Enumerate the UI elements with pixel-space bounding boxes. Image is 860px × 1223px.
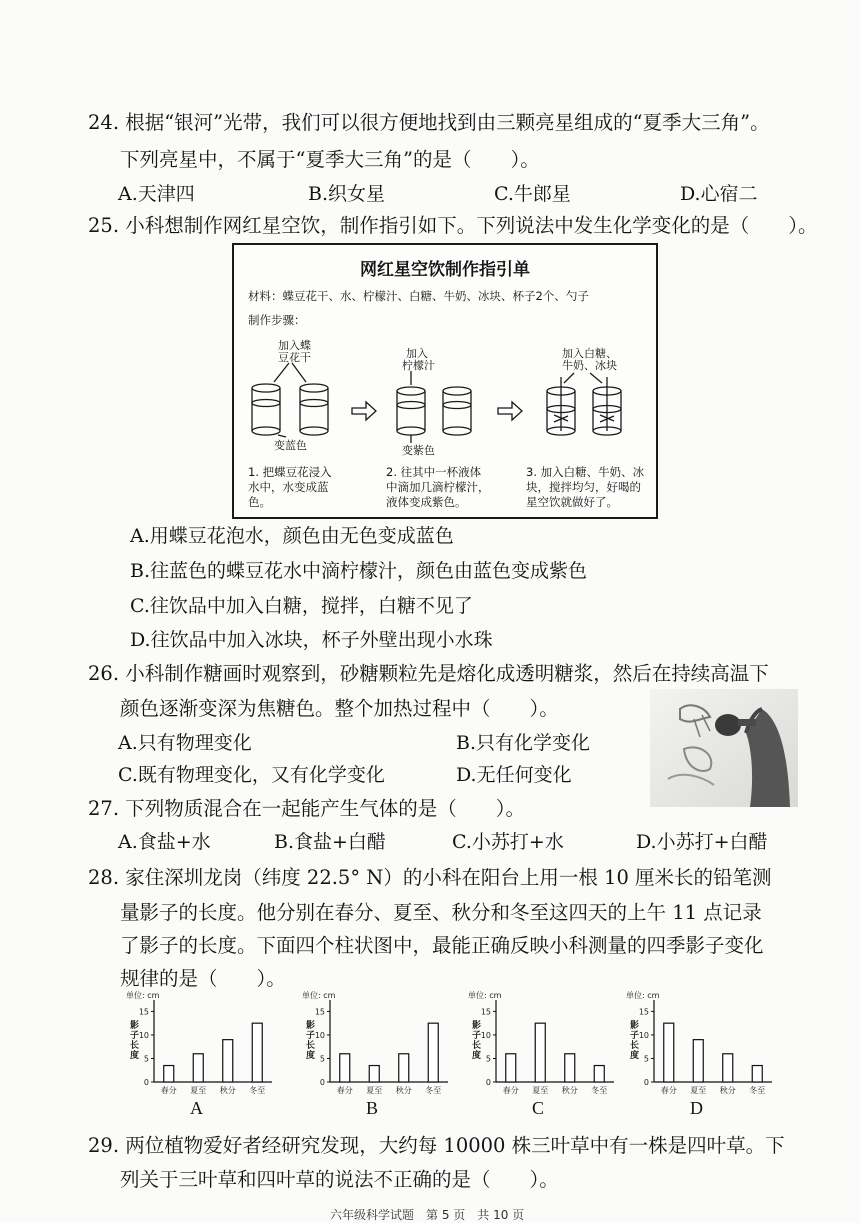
q28-line2: 量影子的长度。他分别在春分、夏至、秋分和冬至这四天的上午 11 点记录: [120, 901, 762, 924]
y-tick-label: 10: [314, 1030, 325, 1040]
step1-cups: [252, 363, 328, 437]
y-tick-label: 0: [143, 1078, 149, 1087]
bar: [164, 1066, 174, 1082]
recipe-materials: 材料：蝶豆花干、水、柠檬汁、白糖、牛奶、冰块、杯子2个、勺子: [248, 289, 589, 303]
y-tick-label: 5: [643, 1054, 649, 1064]
unit-label: 单位: cm: [468, 991, 502, 1000]
q25-option-a: A.用蝶豆花泡水，颜色由无色变成蓝色: [130, 525, 454, 547]
y-axis-label: 影子长度: [472, 1021, 482, 1061]
step2-cups: [397, 371, 471, 443]
bar: [752, 1066, 762, 1082]
y-axis-label: 影子长度: [130, 1021, 140, 1061]
arrow-icon: [352, 402, 376, 420]
x-tick-label: 夏至: [690, 1086, 707, 1095]
label-add-sugar-2: 牛奶、冰块: [562, 359, 617, 372]
q26-option-d: D.无任何变化: [456, 764, 572, 786]
y-tick-label: 0: [485, 1078, 491, 1087]
q26-option-a: A.只有物理变化: [118, 732, 252, 754]
y-tick-label: 5: [319, 1054, 325, 1064]
x-tick-label: 冬至: [249, 1086, 266, 1095]
step2-text: 2. 往其中一杯液体 中滴加几滴柠檬汁， 液体变成紫色。: [386, 465, 490, 509]
q24-line2: 下列亮星中，不属于“夏季大三角”的是（ ）。: [120, 148, 540, 171]
x-tick-label: 春分: [336, 1086, 353, 1095]
x-tick-label: 冬至: [425, 1086, 442, 1095]
q27-option-d: D.小苏打+白醋: [636, 831, 768, 853]
q27-option-b: B.食盐+白醋: [274, 831, 386, 853]
label-add-lemon-1: 加入: [406, 347, 428, 360]
y-tick-label: 15: [638, 1007, 649, 1017]
q24-line1: 24. 根据“银河”光带，我们可以很方便地找到由三颗亮星组成的“夏季大三角”。: [88, 111, 770, 134]
label-add-sugar-1: 加入白糖、: [562, 347, 617, 360]
y-tick-label: 15: [480, 1007, 491, 1017]
bar-chart-b: [300, 988, 460, 1123]
label-add-flower-2: 豆花干: [278, 351, 311, 364]
y-tick-label: 10: [480, 1030, 491, 1040]
q24-option-d: D.心宿二: [680, 183, 758, 205]
candy-painting-photo: [650, 689, 798, 807]
label-turn-purple: 变紫色: [402, 444, 435, 457]
bar: [428, 1023, 438, 1082]
q28-line3: 了影子的长度。下面四个柱状图中，最能正确反映小科测量的四季影子变化: [120, 934, 764, 957]
label-add-flower-1: 加入蝶: [278, 339, 311, 352]
x-tick-label: 秋分: [395, 1086, 412, 1095]
bar-chart-d: [624, 988, 784, 1123]
y-tick-label: 5: [143, 1054, 149, 1064]
y-tick-label: 10: [138, 1030, 149, 1040]
x-tick-label: 春分: [160, 1086, 177, 1095]
q24-option-a: A.天津四: [118, 183, 195, 205]
q28-line4: 规律的是（ ）。: [120, 967, 286, 990]
unit-label: 单位: cm: [126, 991, 160, 1000]
x-tick-label: 秋分: [561, 1086, 578, 1095]
step3-text: 3. 加入白糖、牛奶、冰 块，搅拌均匀，好喝的 星空饮就做好了。: [526, 465, 645, 509]
bar: [506, 1054, 516, 1082]
y-tick-label: 10: [638, 1030, 649, 1040]
x-tick-label: 冬至: [749, 1086, 766, 1095]
bar: [399, 1054, 409, 1082]
bar: [535, 1023, 545, 1082]
q27-option-a: A.食盐+水: [118, 831, 211, 853]
bar: [252, 1023, 262, 1082]
q25-line1: 25. 小科想制作网红星空饮，制作指引如下。下列说法中发生化学变化的是（ ）。: [88, 214, 818, 237]
bar: [664, 1023, 674, 1082]
recipe-guide-box: [232, 243, 658, 519]
unit-label: 单位: cm: [302, 991, 336, 1000]
x-tick-label: 冬至: [591, 1086, 608, 1095]
step3-cups: [547, 373, 621, 435]
y-tick-label: 0: [319, 1078, 325, 1087]
chart-label-c: C: [532, 1098, 545, 1118]
x-tick-label: 夏至: [366, 1086, 383, 1095]
x-tick-label: 夏至: [532, 1086, 549, 1095]
x-tick-label: 春分: [660, 1086, 677, 1095]
page-footer: 六年级科学试题 第 5 页 共 10 页: [330, 1208, 525, 1222]
q27-line1: 27. 下列物质混合在一起能产生气体的是（ ）。: [88, 797, 525, 820]
step1-text: 1. 把蝶豆花浸入 水中，水变成蓝 色。: [248, 465, 332, 509]
q25-option-b: B.往蓝色的蝶豆花水中滴柠檬汁，颜色由蓝色变成紫色: [130, 560, 588, 582]
y-tick-label: 0: [643, 1078, 649, 1087]
q27-option-c: C.小苏打+水: [452, 831, 564, 853]
label-turn-blue: 变蓝色: [274, 439, 307, 452]
bar: [565, 1054, 575, 1082]
bar: [693, 1040, 703, 1082]
y-tick-label: 5: [485, 1054, 491, 1064]
q26-line2: 颜色逐渐变深为焦糖色。整个加热过程中（ ）。: [120, 697, 559, 720]
bar: [369, 1066, 379, 1082]
x-tick-label: 秋分: [219, 1086, 236, 1095]
q26-option-b: B.只有化学变化: [456, 732, 591, 754]
q25-option-c: C.往饮品中加入白糖，搅拌，白糖不见了: [130, 595, 473, 617]
x-tick-label: 秋分: [719, 1086, 736, 1095]
unit-label: 单位: cm: [626, 991, 660, 1000]
chart-label-d: D: [690, 1098, 703, 1118]
y-axis-label: 影子长度: [630, 1021, 640, 1061]
q29-line2: 列关于三叶草和四叶草的说法不正确的是（ ）。: [120, 1168, 559, 1191]
bar: [594, 1066, 604, 1082]
chart-label-a: A: [190, 1098, 203, 1118]
x-tick-label: 夏至: [190, 1086, 207, 1095]
bar: [193, 1054, 203, 1082]
q24-option-b: B.织女星: [308, 183, 386, 205]
recipe-steps-label: 制作步骤：: [248, 313, 306, 327]
q29-line1: 29. 两位植物爱好者经研究发现，大约每 10000 株三叶草中有一株是四叶草。下: [88, 1134, 785, 1157]
bar: [723, 1054, 733, 1082]
q28-line1: 28. 家住深圳龙岗（纬度 22.5° N）的小科在阳台上用一根 10 厘米长的铅笔测: [88, 866, 772, 889]
label-add-lemon-2: 柠檬汁: [402, 359, 435, 372]
arrow-icon: [498, 402, 522, 420]
y-axis-label: 影子长度: [306, 1021, 316, 1061]
q26-line1: 26. 小科制作糖画时观察到，砂糖颗粒先是熔化成透明糖浆，然后在持续高温下: [88, 662, 769, 685]
y-tick-label: 15: [138, 1007, 149, 1017]
q24-option-c: C.牛郎星: [494, 183, 571, 205]
bar-chart-a: [124, 988, 284, 1123]
q25-option-d: D.往饮品中加入冰块，杯子外壁出现小水珠: [130, 629, 493, 651]
x-tick-label: 春分: [502, 1086, 519, 1095]
y-tick-label: 15: [314, 1007, 325, 1017]
recipe-guide-title: 网红星空饮制作指引单: [360, 260, 530, 280]
chart-label-b: B: [366, 1098, 379, 1118]
bar: [223, 1040, 233, 1082]
bar: [340, 1054, 350, 1082]
q26-option-c: C.既有物理变化，又有化学变化: [118, 764, 385, 786]
bar-chart-c: [466, 988, 626, 1123]
